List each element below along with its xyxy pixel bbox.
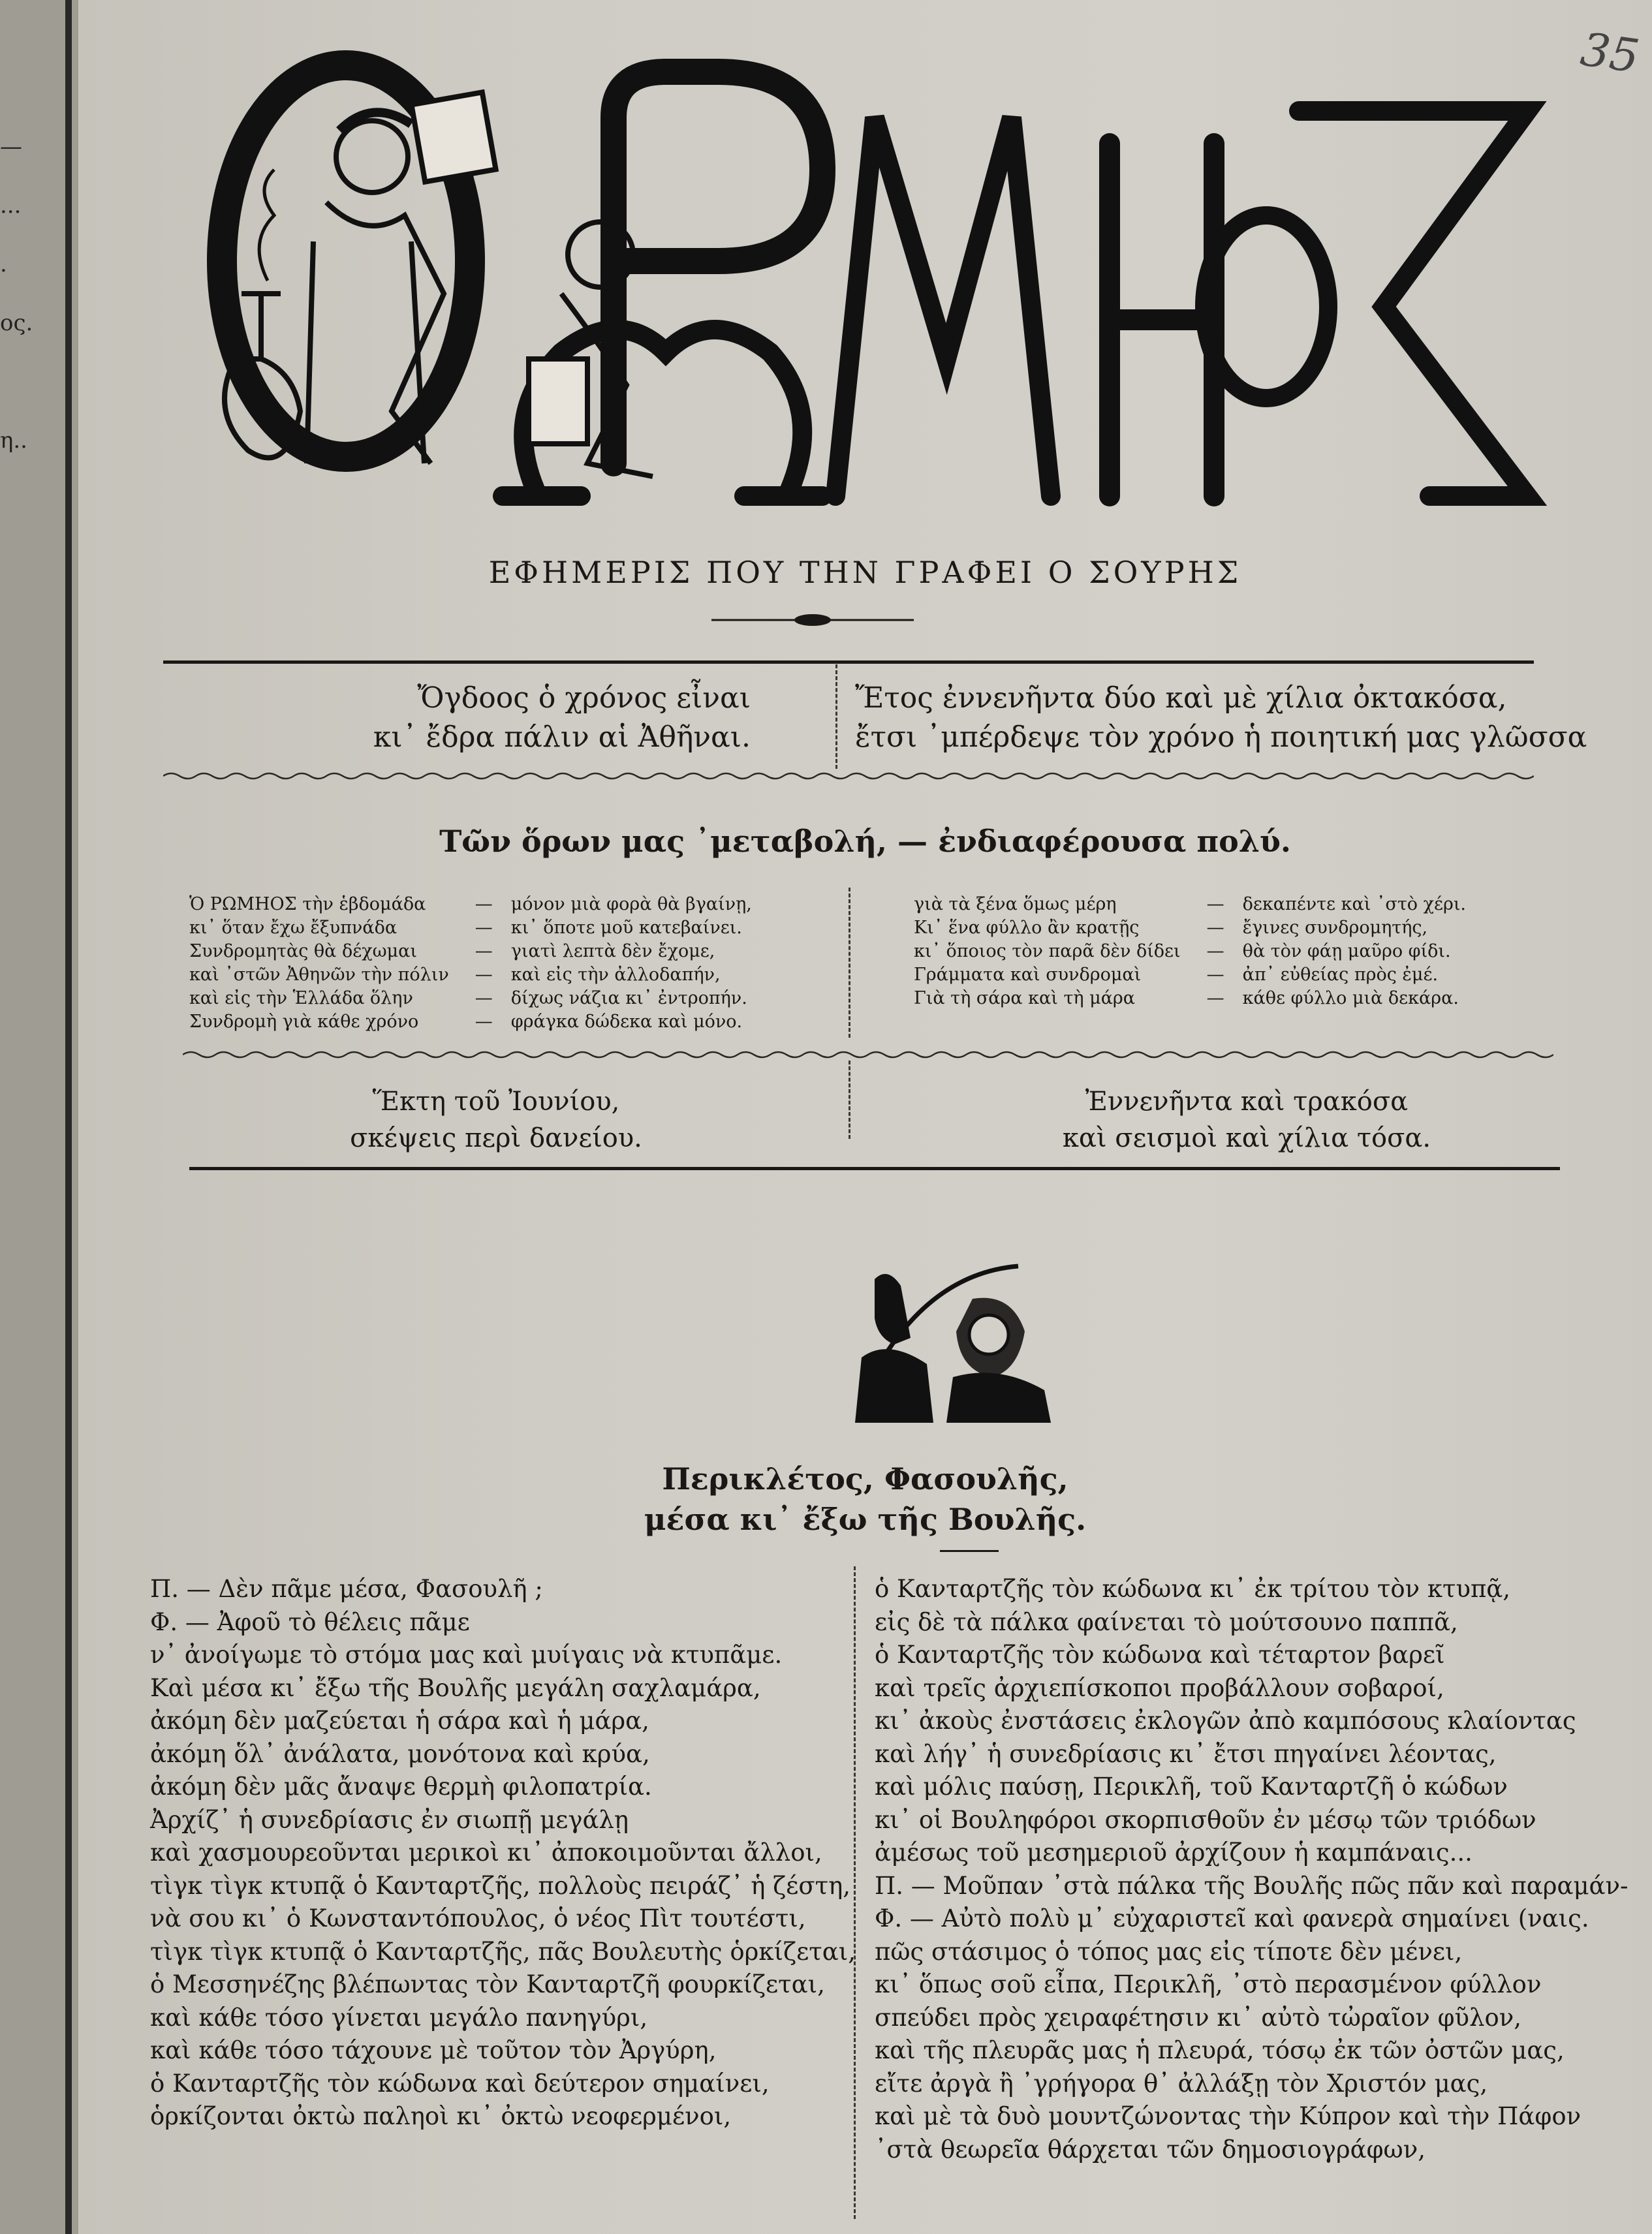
date-divider <box>849 1061 850 1139</box>
gutter-mark: — <box>0 134 22 160</box>
poem-line: ᾽στὰ θεωρεῖα θάρχεται τῶν δημοσιογράφων, <box>875 2135 1426 2164</box>
terms-cell: κάθε φύλλο μιὰ δεκάρα. <box>1242 988 1459 1008</box>
poem-line: ὁ Κανταρτζῆς τὸν κώδωνα καὶ δεύτερον σημαίνει, <box>150 2069 770 2098</box>
date-right: Ἐννενῆντα καὶ τρακόσα καὶ σεισμοὶ καὶ χίλια τόσα. <box>1062 1087 1431 1153</box>
terms-cell: ἔγινες συνδρομητής, <box>1242 918 1428 938</box>
terms-row <box>189 1010 760 1034</box>
terms-dash: — <box>1206 988 1224 1008</box>
terms-cell: κι᾽ ὅταν ἔχω ἔξυπνάδα <box>189 918 397 938</box>
gutter-mark: . <box>0 251 7 277</box>
terms-cell: θὰ τὸν φάῃ μαῦρο φίδι. <box>1242 941 1451 961</box>
terms-row <box>189 987 760 1010</box>
gutter-mark <box>0 352 59 411</box>
poem-line: καὶ κάθε τόσο τάχουνε μὲ τοῦτον τὸν Ἀργύρη, <box>150 2036 717 2064</box>
ornament-divider <box>711 612 914 628</box>
terms-dash: — <box>1206 941 1224 961</box>
poem-line: κι᾽ ὅπως σοῦ εἶπα, Περικλῆ, ᾽στὸ περασμένον φύλλον <box>875 1970 1542 1998</box>
poem-line: σπεύδει πρὸς χειραφέτησιν κι᾽ αὐτὸ τὠραῖον φῦλον, <box>875 2003 1522 2032</box>
terms-cell: γιὰ τὰ ξένα ὅμως μέρη <box>914 894 1117 914</box>
terms-cell: Κι᾽ ἕνα φύλλο ἂν κρατῇς <box>914 918 1140 938</box>
gutter-marks <box>0 117 59 470</box>
page-number: 35 <box>1577 22 1643 84</box>
terms-row <box>914 893 1474 916</box>
terms-left-table <box>189 893 760 1034</box>
terms-cell: κι᾽ ὅποιος τὸν παρᾶ δὲν δίδει <box>914 941 1181 961</box>
terms-row <box>189 893 760 916</box>
poem-right-column <box>875 1573 1629 2166</box>
header-right: Ἔτος ἐννενῆντα δύο καὶ μὲ χίλια ὀκτακόσα, ἔτσι ᾽μπέρδεψε τὸν χρόνο ἡ ποιητική μας γλῶσσα <box>855 681 1587 754</box>
poem-line: ἀκόμη ὅλ᾽ ἀνάλατα, μονότονα καὶ κρύα, <box>150 1739 650 1768</box>
terms-cell: κι᾽ ὅποτε μοῦ κατεβαίνει. <box>510 918 742 938</box>
poem-title: Περικλέτος, Φασουλῆς, μέσα κι᾽ ἔξω τῆς Βουλῆς. <box>644 1461 1087 1537</box>
wavy-rule-1 <box>163 769 1534 783</box>
poem-line: κι᾽ οἱ Βουληφόροι σκορπισθοῦν ἐν μέσῳ τῶν τριόδων <box>875 1805 1536 1834</box>
title-rule <box>940 1550 999 1552</box>
terms-row <box>189 963 760 987</box>
bottom-rule <box>189 1167 1560 1170</box>
poem-line: ὁ Μεσσηνέζης βλέπωντας τὸν Κανταρτζῆ φουρκίζεται, <box>150 1970 825 1998</box>
terms-cell: μόνον μιὰ φορὰ θὰ βγαίνῃ, <box>510 894 752 914</box>
poem-line: ἀμέσως τοῦ μεσημεριοῦ ἀρχίζουν ἡ καμπάναις... <box>875 1838 1473 1867</box>
poem-line: καὶ μόλις παύσῃ, Περικλῆ, τοῦ Κανταρτζῆ ὁ κώδων <box>875 1773 1508 1801</box>
terms-cell: καὶ εἰς τὴν Ἑλλάδα ὅλην <box>189 988 413 1008</box>
poem-line: καὶ μὲ τὰ δυὸ μουντζώνοντας τὴν Κύπρον καὶ τὴν Πάφον <box>875 2102 1582 2130</box>
header-left: Ὄγδοος ὁ χρόνος εἶναι κι᾽ ἔδρα πάλιν αἱ Ἀθῆναι. <box>373 681 751 754</box>
poem-line: Π. — Μοῦπαν ᾽στὰ πάλκα τῆς Βουλῆς πῶς πᾶν καὶ παραμάν- <box>875 1871 1629 1900</box>
terms-cell: Συνδρομητὰς θὰ δέχωμαι <box>189 941 417 961</box>
gutter-mark: ος. <box>0 310 33 336</box>
punch-and-judy-illustration <box>849 1260 1057 1423</box>
terms-cell: καὶ εἰς τὴν ἀλλοδαπήν, <box>510 965 721 985</box>
terms-row <box>914 963 1474 987</box>
gutter-mark: η.. <box>0 427 27 454</box>
top-rule <box>163 660 1534 664</box>
poem-line: ν᾽ ἀνοίγωμε τὸ στόμα μας καὶ μυίγαις νὰ κτυπᾶμε. <box>150 1641 783 1669</box>
poem-line: Καὶ μέσα κι᾽ ἔξω τῆς Βουλῆς μεγάλη σαχλαμάρα, <box>150 1673 761 1702</box>
wavy-rule-2 <box>183 1047 1553 1062</box>
terms-cell: δεκαπέντε καὶ ᾽στὸ χέρι. <box>1242 894 1467 914</box>
terms-row <box>914 940 1474 963</box>
poem-line: Ἀρχίζ᾽ ἡ συνεδρίασις ἐν σιωπῇ μεγάλῃ <box>150 1805 629 1834</box>
terms-row <box>914 916 1474 940</box>
poem-line: κι᾽ ἀκοὺς ἐνστάσεις ἐκλογῶν ἀπὸ καμπόσους κλαίοντας <box>875 1707 1576 1735</box>
poem-line: Φ. — Ἀφοῦ τὸ θέλεις πᾶμε <box>150 1607 470 1636</box>
poem-line: ὁ Κανταρτζῆς τὸν κώδωνα κι᾽ ἐκ τρίτου τὸν κτυπᾷ, <box>875 1575 1511 1603</box>
terms-dash: — <box>1206 894 1224 914</box>
newspaper-page <box>78 0 1652 2234</box>
terms-cell: Ὁ ΡΩΜΗΟΣ τὴν ἑβδομάδα <box>189 894 426 914</box>
poem-line: καὶ τρεῖς ἀρχιεπίσκοποι προβάλλουν σοβαροί, <box>875 1673 1444 1702</box>
terms-cell: ἀπ᾽ εὐθείας πρὸς ἐμέ. <box>1242 965 1439 985</box>
poem-line: ἀκόμη δὲν μαζεύεται ἡ σάρα καὶ ἡ μάρα, <box>150 1707 649 1735</box>
poem-line: καὶ κάθε τόσο γίνεται μεγάλο πανηγύρι, <box>150 2003 648 2032</box>
terms-cell: φράγκα δώδεκα καὶ μόνο. <box>510 1012 743 1032</box>
poem-line: εἰς δὲ τὰ πάλκα φαίνεται τὸ μούτσουνο παππᾶ, <box>875 1607 1458 1636</box>
terms-cell: Γιὰ τὴ σάρα καὶ τὴ μάρα <box>914 988 1136 1008</box>
masthead-logo <box>196 46 1566 529</box>
terms-heading: Τῶν ὅρων μας ᾽μεταβολή, — ἐνδιαφέρουσα πολύ. <box>439 824 1291 859</box>
poem-line: τὶγκ τὶγκ κτυπᾷ ὁ Κανταρτζῆς, πᾶς Βουλευτὴς ὁρκίζεται, <box>150 1937 856 1966</box>
terms-cell: καὶ ᾽στῶν Ἀθηνῶν τὴν πόλιν <box>189 965 449 985</box>
poem-line: πῶς στάσιμος ὁ τόπος μας εἰς τίποτε δὲν μένει, <box>875 1937 1463 1966</box>
poem-line: Φ. — Αὐτὸ πολὺ μ᾽ εὐχαριστεῖ καὶ φανερὰ σημαίνει (ναις. <box>875 1904 1589 1932</box>
terms-cell: Συνδρομὴ γιὰ κάθε χρόνο <box>189 1012 419 1032</box>
poem-left-column <box>150 1573 856 2133</box>
masthead-subtitle: ΕΦΗΜΕΡΙΣ ΠΟΥ ΤΗΝ ΓΡΑΦΕΙ Ο ΣΟΥΡΗΣ <box>488 555 1242 590</box>
terms-dash: — <box>1206 965 1224 985</box>
poem-line: εἴτε ἀργὰ ἢ ᾽γρήγορα θ᾽ ἀλλάξῃ τὸν Χριστόν μας, <box>875 2069 1488 2098</box>
terms-dash: — <box>475 1012 493 1032</box>
terms-row <box>189 940 760 963</box>
terms-dash: — <box>475 941 493 961</box>
poem-line: καὶ τῆς πλευρᾶς μας ἡ πλευρά, τόσῳ ἐκ τῶν ὀστῶν μας, <box>875 2036 1565 2064</box>
terms-cell: Γράμματα καὶ συνδρομαὶ <box>914 965 1142 985</box>
poem-line: νὰ σου κι᾽ ὁ Κωνσταντόπουλος, ὁ νέος Πὶτ τουτέστι, <box>150 1904 806 1932</box>
poem-line: ὁ Κανταρτζῆς τὸν κώδωνα καὶ τέταρτον βαρεῖ <box>875 1641 1445 1669</box>
terms-dash: — <box>475 918 493 938</box>
binding-edge <box>65 0 72 2234</box>
date-left: Ἕκτη τοῦ Ἰουνίου, σκέψεις περὶ δανείου. <box>350 1087 642 1153</box>
terms-row <box>914 987 1474 1010</box>
poem-line: καὶ λήγ᾽ ἡ συνεδρίασις κι᾽ ἔτσι πηγαίνει λέοντας, <box>875 1739 1497 1768</box>
poem-line: ἀκόμη δὲν μᾶς ἄναψε θερμὴ φιλοπατρία. <box>150 1773 652 1801</box>
terms-cell: δίχως νάζια κι᾽ ἐντροπήν. <box>510 988 747 1008</box>
header-divider <box>835 664 837 769</box>
terms-row <box>189 916 760 940</box>
terms-dash: — <box>475 894 493 914</box>
column-divider <box>854 1566 856 2219</box>
masthead-illustration <box>196 46 1566 529</box>
poem-line: ὁρκίζονται ὀκτὼ παληοὶ κι᾽ ὀκτὼ νεοφερμένοι, <box>150 2102 732 2130</box>
poem-line: Π. — Δὲν πᾶμε μέσα, Φασουλῆ ; <box>150 1575 543 1603</box>
terms-cell: γιατὶ λεπτὰ δὲν ἔχομε, <box>510 941 715 961</box>
terms-dash: — <box>475 988 493 1008</box>
poem-line: καὶ χασμουρεοῦνται μερικοὶ κι᾽ ἀποκοιμοῦνται ἄλλοι, <box>150 1838 822 1867</box>
terms-dash: — <box>475 965 493 985</box>
poem-line: τὶγκ τὶγκ κτυπᾷ ὁ Κανταρτζῆς, πολλοὺς πειράζ᾽ ἡ ζέστη, <box>150 1871 850 1900</box>
terms-dash: — <box>1206 918 1224 938</box>
terms-right-table <box>914 893 1474 1010</box>
gutter-mark: ... <box>0 193 22 219</box>
terms-divider <box>849 888 850 1038</box>
